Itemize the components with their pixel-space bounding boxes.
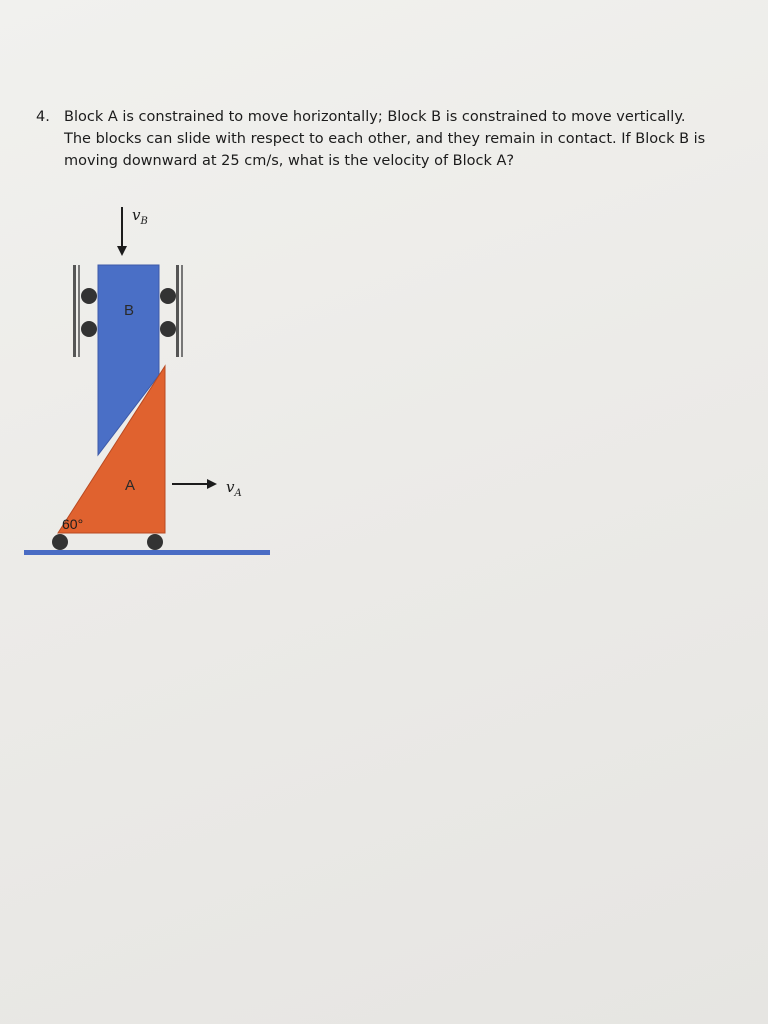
velocity-a-arrow [172,479,217,489]
left-guide-rail [73,265,80,357]
roller-right-top [160,288,176,304]
roller-left-top [81,288,97,304]
roller-right-bottom [160,321,176,337]
right-guide-rail [176,265,183,357]
problem-number: 4. [36,109,50,125]
problem-line-2: The blocks can slide with respect to each other, and they remain in contact. If Block B is [64,131,706,147]
wheel-left [52,534,68,550]
velocity-a-label: $v_A$ [226,478,242,499]
problem-line-3: moving downward at 25 cm/s, what is the velocity of Block A? [64,153,515,169]
ground-surface [24,550,270,555]
block-b-label: B [123,302,135,319]
velocity-b-label: $v_B$ [132,206,148,227]
velocity-b-arrow [117,207,127,256]
block-a-label: A [124,477,136,494]
angle-label: 60° [62,516,84,532]
problem-line-1: Block A is constrained to move horizontally; Block B is constrained to move vertically. [64,109,686,125]
roller-left-bottom [81,321,97,337]
wheel-right [147,534,163,550]
